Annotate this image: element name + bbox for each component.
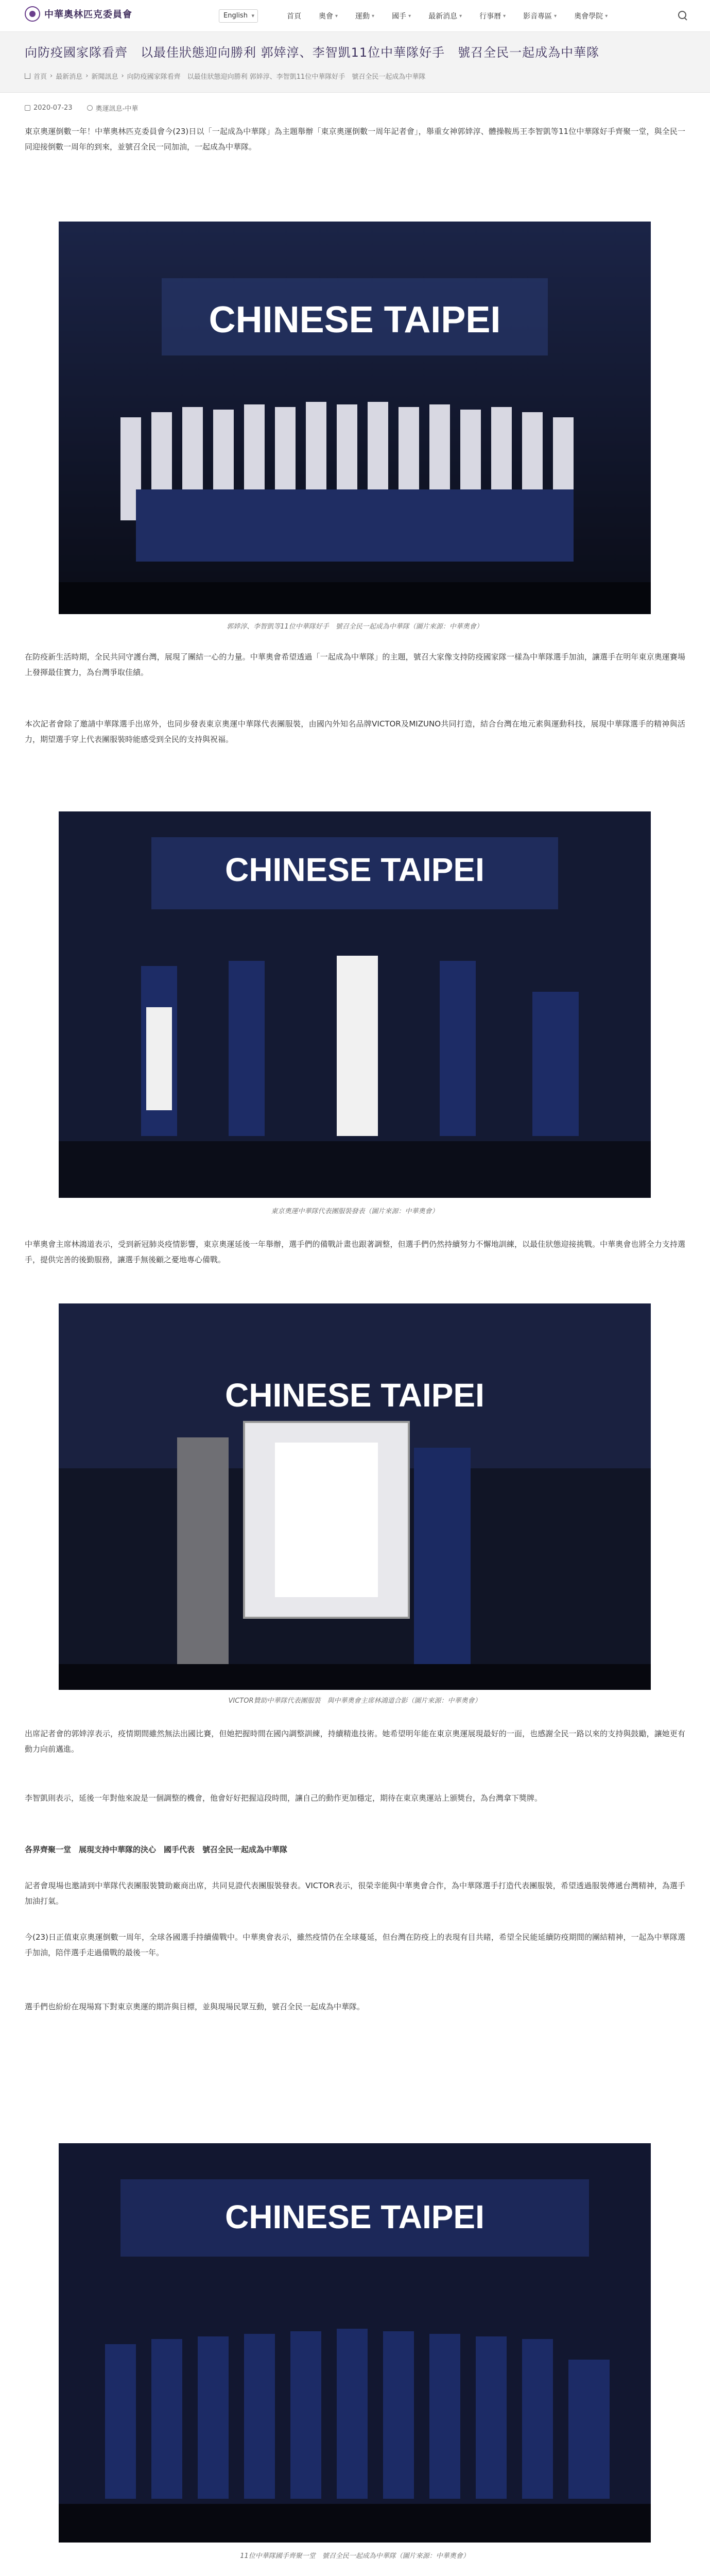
nav-item-media[interactable]: 影音專區 ▾ <box>523 12 557 21</box>
title-band <box>0 32 710 93</box>
article-paragraph: 李智凱則表示，延後一年對他來說是一個調整的機會，他會好好把握這段時間，讓自己的動作更加穩定，期待在東京奧運站上頒獎台，為台灣拿下獎牌。 <box>25 1793 543 1803</box>
article-paragraph: 記者會現場也邀請到中華隊代表團服裝贊助廠商出席，共同見證代表團服裝發表。VICTOR表示，很榮幸能與中華奧會合作，為中華隊選手打造代表團服裝，希望透過服裝傳遞台灣精神，為選手加油打氣。 <box>25 1881 685 1906</box>
article-date: 2020-07-23 <box>25 104 73 112</box>
backdrop-text: CHINESE TAIPEI <box>225 851 484 888</box>
search-icon[interactable] <box>678 10 688 21</box>
nav-item-committee[interactable]: 奧會 ▾ <box>319 12 338 21</box>
backdrop-text: CHINESE TAIPEI <box>225 1377 484 1414</box>
article-photo-1 <box>59 222 651 614</box>
nav-item-academy[interactable]: 奧會學院 ▾ <box>574 12 608 21</box>
article-photo-2 <box>59 811 651 1198</box>
article-photo-3 <box>59 1303 651 1690</box>
breadcrumb-item-current: 向防疫國家隊看齊 以最佳狀態迎向勝利 郭婞淳、李智凱11位中華隊好手 號召全民一起成為中華隊 <box>127 73 426 81</box>
nav-item-calendar[interactable]: 行事曆 ▾ <box>479 12 506 21</box>
chevron-down-icon: ▾ <box>554 13 557 19</box>
page-title: 向防疫國家隊看齊 以最佳狀態迎向勝利 郭婞淳、李智凱11位中華隊好手 號召全民一起成為中華隊 <box>25 45 600 60</box>
photo-caption: 11位中華隊國手齊聚一堂 號召全民一起成為中華隊（圖片來源：中華奧會） <box>240 2552 470 2560</box>
article-paragraph: 東京奧運倒數一年！中華奧林匹克委員會今(23)日以「一起成為中華隊」為主題舉辦「東京奧運倒數一周年記者會」，舉重女神郭婞淳、體操鞍馬王李智凱等11位中華隊好手齊聚一堂，與全民一同迎接倒數一周年的到來，並號召全民一同加油，一起成為中華隊。 <box>25 127 685 151</box>
article-paragraph: 出席記者會的郭婞淳表示，疫情期間雖然無法出國比賽，但她把握時間在國內調整訓練，持續精進技術。她希望明年能在東京奧運展現最好的一面，也感謝全民一路以來的支持與鼓勵，讓她更有動力向前邁進。 <box>25 1729 685 1754</box>
article-paragraph: 在防疫新生活時期，全民共同守護台灣，展現了團結一心的力量。中華奧會希望透過「一起成為中華隊」的主題，號召大家像支持防疫國家隊一樣為中華隊選手加油，讓選手在明年東京奧運賽場上發揮最佳實力，為台灣爭取佳績。 <box>25 652 685 677</box>
photo-caption: 郭婞淳、李智凱等11位中華隊好手 號召全民一起成為中華隊（圖片來源：中華奧會） <box>227 623 483 631</box>
nav-item-home[interactable]: 首頁 <box>287 12 301 21</box>
home-icon <box>25 73 30 79</box>
breadcrumb-item-home[interactable]: 首頁 <box>33 73 47 81</box>
tag-icon <box>87 105 93 111</box>
olympic-committee-logo-icon <box>25 6 40 22</box>
article-paragraph: 選手們也紛紛在現場寫下對東京奧運的期許與目標，並與現場民眾互動，號召全民一起成為中華隊。 <box>25 2002 365 2011</box>
language-select[interactable]: English ▾ <box>219 9 258 23</box>
nav-item-sports[interactable]: 運動 ▾ <box>355 12 375 21</box>
article-paragraph: 今(23)日正值東京奧運倒數一周年，全球各國選手持續備戰中。中華奧會表示，雖然疫情仍在全球蔓延，但台灣在防疫上的表現有目共睹，希望全民能延續防疫期間的團結精神，一起為中華隊選手加油，陪伴選手走過備戰的最後一年。 <box>25 1933 685 1957</box>
photo-caption: 東京奧運中華隊代表團服裝發表（圖片來源：中華奧會） <box>271 1208 439 1215</box>
main-nav <box>278 0 616 32</box>
site-header <box>0 0 710 32</box>
chevron-down-icon: ▾ <box>335 13 338 19</box>
chevron-down-icon: ▾ <box>459 13 462 19</box>
chevron-down-icon: ▾ <box>372 13 375 19</box>
site-logo[interactable] <box>25 6 132 22</box>
backdrop-text: CHINESE TAIPEI <box>209 299 501 341</box>
nav-item-athletes[interactable]: 國手 ▾ <box>392 12 411 21</box>
article-paragraph: 中華奧會主席林鴻道表示，受到新冠肺炎疫情影響，東京奧運延後一年舉辦，選手們的備戰計畫也跟著調整，但選手們仍然持續努力不懈地訓練，以最佳狀態迎接挑戰。中華奧會也將全力支持選手，提供完善的後勤服務，讓選手無後顧之憂地專心備戰。 <box>25 1240 685 1264</box>
chevron-down-icon: ▾ <box>605 13 608 19</box>
breadcrumb: 首頁 › 最新消息 › 新聞訊息 › 向防疫國家隊看齊 以最佳狀態迎向勝利 郭婞淳、李智凱11位中華隊好手 號召全民一起成為中華隊 <box>25 71 425 81</box>
photo-caption: VICTOR贊助中華隊代表團服裝 與中華奧會主席林鴻道合影（圖片來源：中華奧會） <box>228 1697 481 1705</box>
article-photo-4 <box>59 2143 651 2543</box>
section-heading: 各界齊聚一堂 展現支持中華隊的決心 國手代表 號召全民一起成為中華隊 <box>25 1845 288 1854</box>
chevron-down-icon: ▾ <box>408 13 411 19</box>
breadcrumb-item-press[interactable]: 新聞訊息 <box>91 73 118 81</box>
backdrop-text: CHINESE TAIPEI <box>225 2198 484 2235</box>
article-paragraph: 本次記者會除了邀請中華隊選手出席外，也同步發表東京奧運中華隊代表團服裝，由國內外知名品牌VICTOR及MIZUNO共同打造，結合台灣在地元素與運動科技，展現中華隊選手的精神與活力，期望選手穿上代表團服裝時能感受到全民的支持與祝福。 <box>25 719 685 744</box>
article-category[interactable]: 奧運訊息-中華 <box>87 103 138 113</box>
nav-item-news[interactable]: 最新消息 ▾ <box>428 12 462 21</box>
calendar-icon <box>25 105 30 111</box>
breadcrumb-item-news[interactable]: 最新消息 <box>56 73 83 81</box>
article-meta <box>25 103 138 113</box>
site-logo-text: 中華奧林匹克委員會 <box>44 9 132 20</box>
chevron-down-icon: ▾ <box>503 13 506 19</box>
